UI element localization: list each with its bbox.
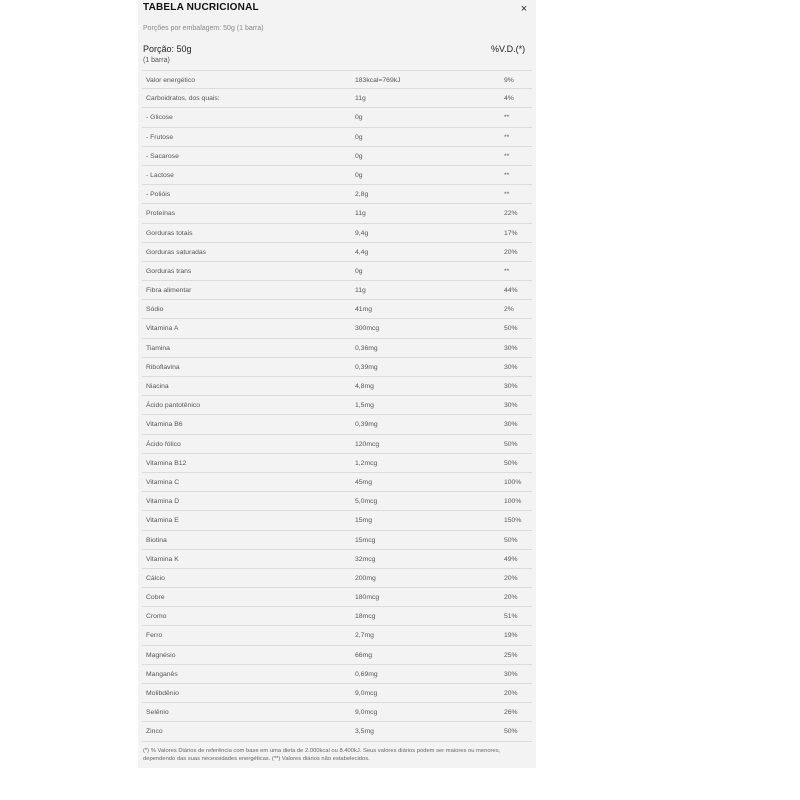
nutrient-amount: 18mcg xyxy=(355,613,376,621)
table-row xyxy=(142,665,532,684)
nutrient-amount: 1,5mg xyxy=(355,402,374,410)
nutrient-name: Valor energético xyxy=(146,77,195,84)
table-row xyxy=(142,377,532,396)
nutrient-name: - Glicose xyxy=(146,114,173,122)
nutrient-name: Zinco xyxy=(146,728,163,736)
nutrient-vd: 50% xyxy=(504,440,518,448)
nutrient-name: Biotina xyxy=(146,536,167,544)
portion-label: Porção: 50g xyxy=(143,44,192,54)
table-row xyxy=(142,339,532,358)
table-row xyxy=(142,473,532,492)
table-row xyxy=(142,492,532,511)
table-row xyxy=(142,243,532,262)
portion-sub-label: (1 barra) xyxy=(143,57,170,64)
table-row xyxy=(142,454,532,473)
nutrient-vd: 20% xyxy=(504,574,518,582)
nutrient-amount: 9,4g xyxy=(355,229,369,237)
nutrient-vd: ** xyxy=(504,114,510,122)
nutrient-amount: 0,39mg xyxy=(355,421,378,429)
nutrient-amount: 66mg xyxy=(355,651,373,659)
nutrient-amount: 41mg xyxy=(355,306,373,314)
nutrient-vd: 100% xyxy=(504,478,522,486)
nutrient-name: Gorduras trans xyxy=(146,267,192,275)
nutrient-vd: 50% xyxy=(504,459,518,467)
nutrient-amount: 180mcg xyxy=(355,594,380,602)
nutrient-name: Cobre xyxy=(146,594,165,602)
table-row xyxy=(142,166,532,185)
table-row xyxy=(142,89,532,108)
nutrient-name: Sódio xyxy=(146,306,164,314)
nutrient-amount: 0,39mg xyxy=(355,363,378,371)
nutrient-vd: 19% xyxy=(504,632,518,640)
table-row xyxy=(142,550,532,569)
nutrient-name: Carboidratos, dos quais: xyxy=(146,95,220,103)
nutrient-vd: 30% xyxy=(504,344,518,352)
nutrient-vd: ** xyxy=(504,133,510,141)
nutrient-vd: 50% xyxy=(504,325,518,333)
table-row xyxy=(142,319,532,338)
nutrient-vd: 30% xyxy=(504,363,518,371)
nutrient-name: - Sacarose xyxy=(146,152,179,160)
nutrient-name: Vitamina C xyxy=(146,478,180,486)
nutrient-amount: 2,8g xyxy=(355,191,369,199)
nutrient-name: Manganês xyxy=(146,670,178,678)
nutrient-amount: 300mcg xyxy=(355,325,380,333)
nutrient-name: - Frutose xyxy=(146,133,174,141)
table-row xyxy=(142,415,532,434)
nutrient-vd: 20% xyxy=(504,594,518,602)
nutrient-amount: 0g xyxy=(355,114,363,122)
nutrient-name: Vitamina A xyxy=(146,325,179,333)
nutrient-vd: 22% xyxy=(504,210,518,218)
nutrient-name: Selênio xyxy=(146,709,169,717)
table-row xyxy=(142,281,532,300)
vd-column-header: %V.D.(*) xyxy=(491,44,526,54)
nutrient-amount: 5,0mcg xyxy=(355,498,378,506)
nutrient-amount: 2,7mg xyxy=(355,632,374,640)
nutrient-vd: 2% xyxy=(504,306,514,314)
nutrient-name: Vitamina D xyxy=(146,498,180,506)
nutrient-vd: ** xyxy=(504,152,510,160)
footnote: (*) % Valores Diários de referência com base em uma dieta de 2.000kcal ou 8.400kJ. Seus valores diários podem ser maiores ou menores, dependendo das suas necessidades energéticas. (**) Valores diários não estabelecidos. xyxy=(143,748,501,762)
nutrient-vd: 150% xyxy=(504,517,522,525)
table-row xyxy=(142,300,532,319)
nutrient-amount: 11g xyxy=(355,210,366,218)
nutrient-vd: 25% xyxy=(504,651,518,659)
nutrient-name: Tiamina xyxy=(146,344,170,352)
nutrient-vd: 30% xyxy=(504,383,518,390)
nutrient-amount: 15mcg xyxy=(355,536,376,544)
nutrient-amount: 11g xyxy=(355,287,366,295)
nutrient-name: Ferro xyxy=(146,632,163,640)
nutrient-amount: 4,4g xyxy=(355,248,369,256)
table-row xyxy=(142,108,532,127)
nutrient-name: Molibdênio xyxy=(146,690,179,697)
table-row xyxy=(142,511,532,530)
table-row xyxy=(142,70,532,89)
nutrient-vd: 20% xyxy=(504,248,518,256)
nutrient-vd: 26% xyxy=(504,709,518,717)
nutrient-amount: 200mg xyxy=(355,574,376,582)
nutrient-amount: 45mg xyxy=(355,478,373,486)
table-row xyxy=(142,435,532,454)
table-row xyxy=(142,147,532,166)
nutrient-vd: 20% xyxy=(504,690,518,697)
nutrient-name: Magnésio xyxy=(146,651,176,659)
table-row xyxy=(142,703,532,722)
nutrient-name: Proteínas xyxy=(146,210,176,218)
nutrient-vd: 49% xyxy=(504,555,518,563)
nutrient-name: Ácido fólico xyxy=(146,440,181,448)
table-row xyxy=(142,262,532,281)
nutrition-table xyxy=(142,70,532,742)
nutrient-name: Niacina xyxy=(146,383,169,390)
table-row xyxy=(142,128,532,147)
nutrient-amount: 120mcg xyxy=(355,440,380,448)
nutrient-name: Vitamina B6 xyxy=(146,421,183,429)
nutrient-vd: 4% xyxy=(504,95,514,103)
nutrient-name: Vitamina E xyxy=(146,517,179,525)
nutrient-name: - Lactose xyxy=(146,171,174,179)
nutrient-vd: 50% xyxy=(504,728,518,736)
nutrient-amount: 0g xyxy=(355,171,363,179)
nutrient-name: Cálcio xyxy=(146,574,165,582)
nutrient-vd: ** xyxy=(504,267,510,275)
table-row xyxy=(142,185,532,204)
nutrient-vd: 17% xyxy=(504,229,518,237)
nutrient-vd: 9% xyxy=(504,77,514,84)
nutrient-vd: 100% xyxy=(504,498,522,506)
nutrient-vd: 51% xyxy=(504,613,518,621)
nutrient-name: Gorduras saturadas xyxy=(146,248,207,256)
nutrient-amount: 0g xyxy=(355,267,363,275)
table-row xyxy=(142,204,532,223)
nutrient-name: - Polióis xyxy=(146,191,171,199)
nutrient-amount: 9,0mcg xyxy=(355,690,378,697)
nutrient-vd: 30% xyxy=(504,421,518,429)
table-row xyxy=(142,358,532,377)
nutrient-vd: 30% xyxy=(504,670,518,678)
table-row xyxy=(142,531,532,550)
servings-text: Porções por embalagem: 50g (1 barra) xyxy=(143,25,264,32)
nutrient-amount: 11g xyxy=(355,95,366,103)
table-row xyxy=(142,569,532,588)
nutrient-vd: ** xyxy=(504,171,510,179)
close-icon[interactable]: × xyxy=(520,3,528,15)
nutrient-amount: 0g xyxy=(355,133,363,141)
nutrient-amount: 0,36mg xyxy=(355,344,378,352)
nutrient-vd: ** xyxy=(504,191,510,199)
nutrient-amount: 0,69mg xyxy=(355,670,378,678)
nutrient-amount: 0g xyxy=(355,152,363,160)
nutrient-name: Ácido pantotênico xyxy=(146,402,201,410)
table-row xyxy=(142,396,532,415)
nutrient-amount: 183kcal=769kJ xyxy=(355,77,401,84)
nutrient-name: Fibra alimentar xyxy=(146,287,192,295)
table-row xyxy=(142,224,532,243)
nutrient-name: Vitamina B12 xyxy=(146,459,187,467)
table-row xyxy=(142,626,532,645)
nutrient-vd: 44% xyxy=(504,287,518,295)
table-row xyxy=(142,588,532,607)
nutrient-amount: 32mcg xyxy=(355,555,376,563)
table-row xyxy=(142,722,532,741)
table-row xyxy=(142,646,532,665)
nutrient-vd: 50% xyxy=(504,536,518,544)
page-title: TABELA NUCRICIONAL xyxy=(143,2,259,13)
nutrient-name: Cromo xyxy=(146,613,167,621)
nutrient-amount: 15mg xyxy=(355,517,373,525)
nutrient-amount: 4,8mg xyxy=(355,383,374,390)
nutrient-name: Gorduras totais xyxy=(146,229,193,237)
table-row xyxy=(142,607,532,626)
nutrient-name: Riboflavina xyxy=(146,363,180,371)
nutrient-vd: 30% xyxy=(504,402,518,410)
table-row xyxy=(142,684,532,703)
nutrient-amount: 1,2mcg xyxy=(355,459,378,467)
nutrient-amount: 9,0mcg xyxy=(355,709,378,717)
nutrient-name: Vitamina K xyxy=(146,555,179,563)
nutrient-amount: 3,5mg xyxy=(355,728,374,736)
